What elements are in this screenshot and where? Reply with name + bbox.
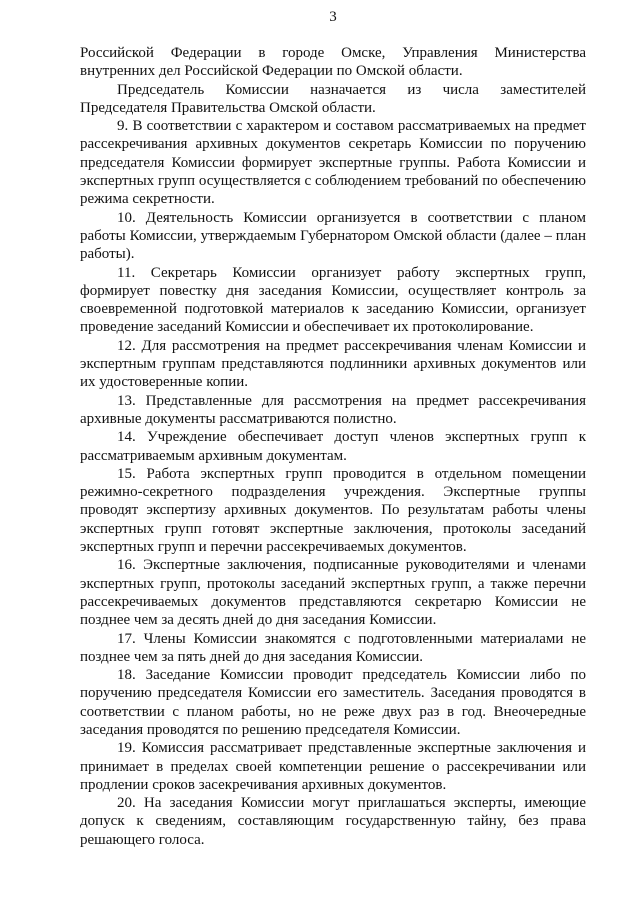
- paragraph-item-20: 20. На заседания Комиссии могут приглашаться эксперты, имеющие допуск к сведениям, составляющим государственную тайну, без права решающего голоса.: [80, 795, 586, 848]
- page-number: 3: [329, 9, 337, 25]
- paragraph-item-13: 13. Представленные для рассмотрения на предмет рассекречивания архивные документы рассматриваются полистно.: [80, 392, 586, 427]
- paragraph-item-18: 18. Заседание Комиссии проводит председатель Комиссии либо по поручению председателя Комиссии его заместитель. Заседания проводятся в соответствии с планом работы, но не реже двух раз в год. Внеочередные заседания проводятся по решению председателя Комиссии.: [80, 667, 586, 738]
- paragraph-item-17: 17. Члены Комиссии знакомятся с подготовленными материалами не позднее чем за пять дней до дня заседания Комиссии.: [80, 630, 586, 665]
- paragraph-continuation: Российской Федерации в городе Омске, Управления Министерства внутренних дел Российской Федерации по Омской области.: [80, 45, 586, 80]
- paragraph-item-12: 12. Для рассмотрения на предмет рассекречивания членам Комиссии и экспертным группам представляются подлинники архивных документов или их удостоверенные копии.: [80, 337, 586, 391]
- paragraph-item-19: 19. Комиссия рассматривает представленные экспертные заключения и принимает в пределах своей компетенции решение о рассекречивании или продлении сроков засекречивания архивных документов.: [80, 740, 586, 793]
- paragraph-chairman: Председатель Комиссии назначается из числа заместителей Председателя Правительства Омской области.: [80, 81, 586, 116]
- document-body: [80, 44, 586, 849]
- paragraph-item-10: 10. Деятельность Комиссии организуется в соответствии с планом работы Комиссии, утверждаемым Губернатором Омской области (далее – план работы).: [80, 209, 586, 263]
- document-page: [80, 0, 586, 905]
- paragraph-item-15: 15. Работа экспертных групп проводится в отдельном помещении режимно-секретного подразделения учреждения. Экспертные группы проводят экспертизу архивных документов. По результатам работы члены экспертных групп готовят экспертные заключения, протоколы заседаний экспертных групп и перечни рассекречиваемых документов.: [80, 465, 586, 556]
- paragraph-item-14: 14. Учреждение обеспечивает доступ членов экспертных групп к рассматриваемым архивным документам.: [80, 429, 586, 464]
- paragraph-item-11: 11. Секретарь Комиссии организует работу экспертных групп, формирует повестку дня заседания Комиссии, осуществляет контроль за своевременной подготовкой материалов к заседанию Комиссии, организует проведение заседаний Комиссии и обеспечивает их протоколирование.: [80, 264, 586, 336]
- paragraph-item-9: 9. В соответствии с характером и составом рассматриваемых на предмет рассекречивания архивных документов секретарь Комиссии по поручению председателя Комиссии формирует экспертные группы. Работа Комиссии и экспертных групп осуществляется с соблюдением требований по обеспечению режима секретности.: [80, 118, 586, 208]
- paragraph-item-16: 16. Экспертные заключения, подписанные руководителями и членами экспертных групп, протоколы заседаний экспертных групп, а также перечни рассекречиваемых документов представляются секретарю Комиссии не позднее чем за десять дней до дня заседания Комиссии.: [80, 557, 586, 629]
